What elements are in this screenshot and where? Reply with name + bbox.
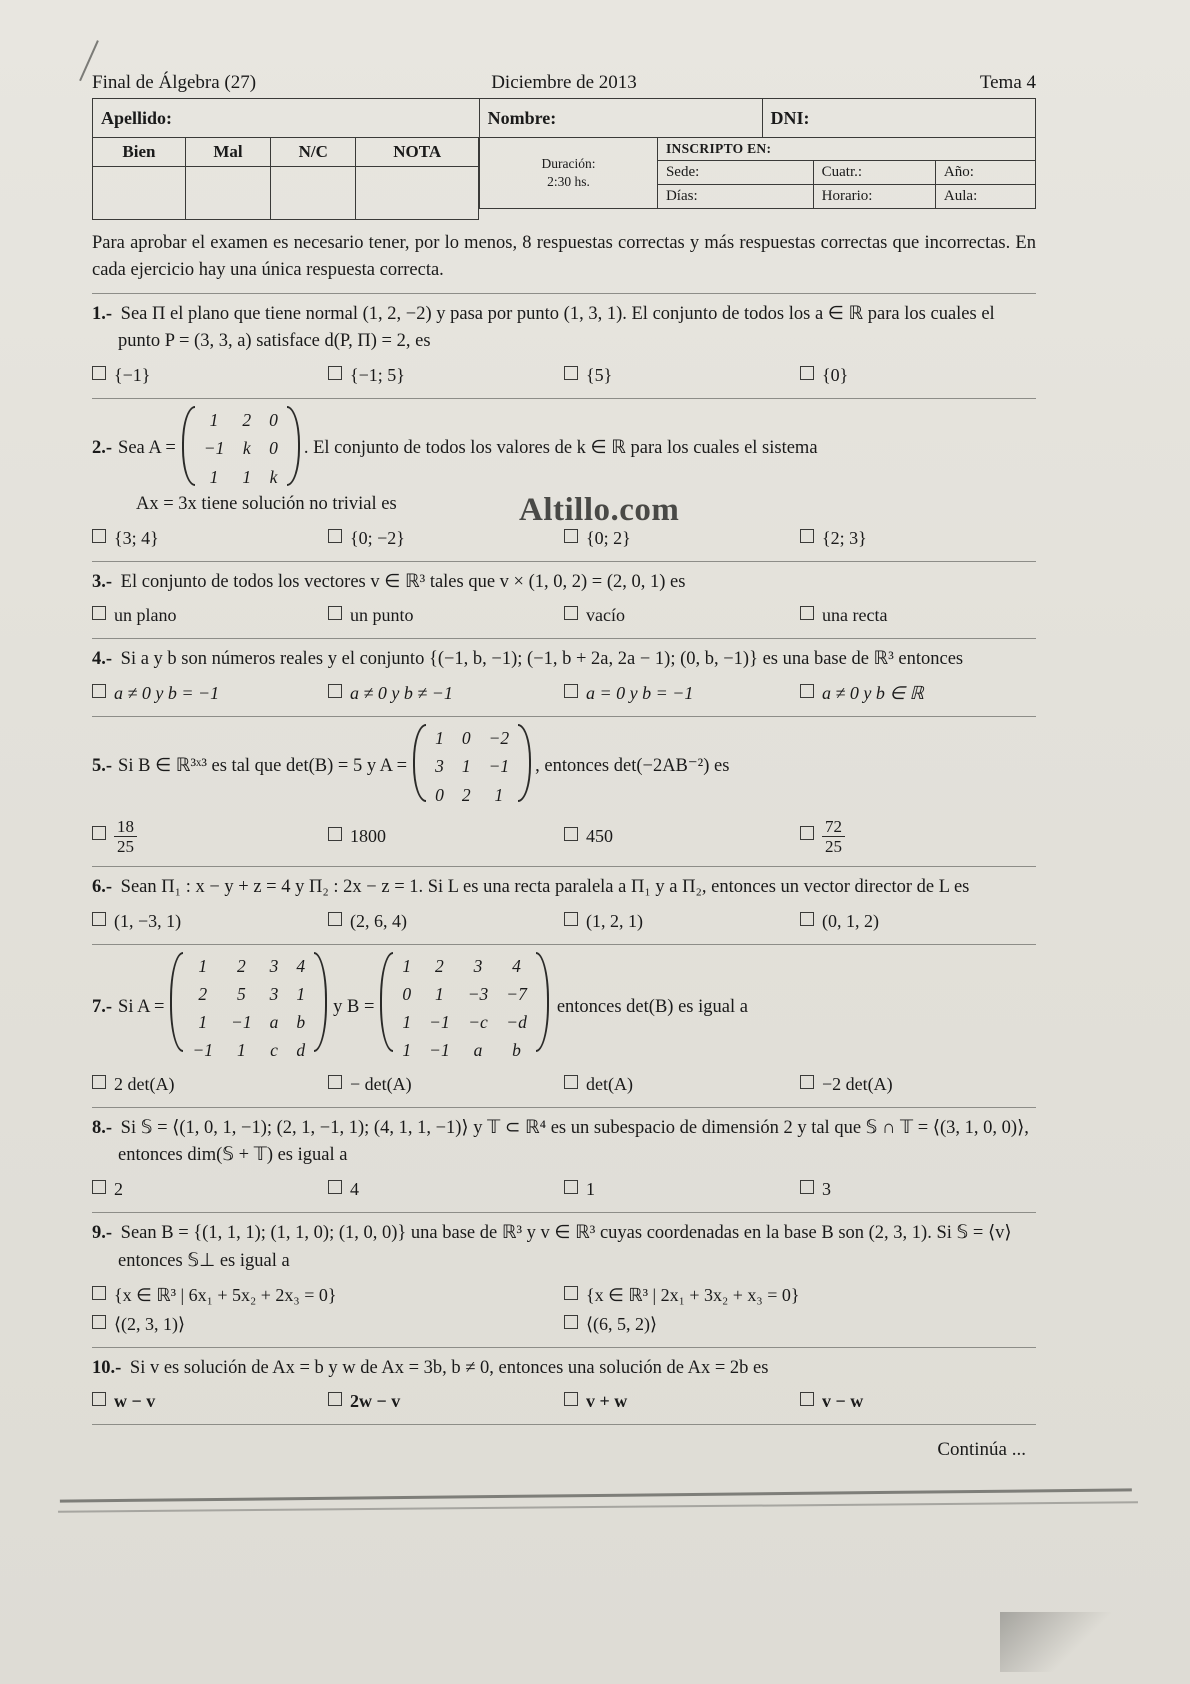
matrix-cell: 2 xyxy=(236,955,246,976)
matrix-cell: 1 xyxy=(209,410,219,431)
matrix-cell: 2 xyxy=(435,955,444,976)
checkbox-icon[interactable] xyxy=(328,827,342,841)
matrix-cell: 0 xyxy=(269,438,278,459)
question-6 xyxy=(92,874,1036,935)
fraction-denominator: 25 xyxy=(117,837,134,857)
question-text-mid: y B = xyxy=(333,997,375,1018)
option-8c[interactable] xyxy=(564,1176,800,1203)
checkbox-icon[interactable] xyxy=(328,912,342,926)
matrix-cell: c xyxy=(270,1040,278,1061)
option-10b[interactable] xyxy=(328,1388,564,1415)
options-row xyxy=(92,1071,1036,1098)
matrix-a xyxy=(170,952,327,1065)
matrix-cell: 1 xyxy=(242,466,252,487)
scan-corner-smudge xyxy=(1000,1612,1130,1672)
duration-value: 2:30 hs. xyxy=(547,174,590,189)
matrix-cell: 0 xyxy=(402,983,412,1004)
question-text-pre: Sea A = xyxy=(118,437,176,458)
inscription-title: INSCRIPTO EN: xyxy=(657,138,1035,161)
checkbox-icon[interactable] xyxy=(328,529,342,543)
question-4 xyxy=(92,646,1036,707)
question-2 xyxy=(92,406,1036,552)
checkbox-icon[interactable] xyxy=(800,684,814,698)
option-label: w − v xyxy=(114,1391,156,1412)
checkbox-icon[interactable] xyxy=(800,1075,814,1089)
question-number: 2.- xyxy=(92,437,113,458)
divider xyxy=(92,1107,1036,1108)
divider xyxy=(92,944,1036,945)
option-4c[interactable] xyxy=(564,680,800,707)
matrix-cell: 1 xyxy=(236,1040,246,1061)
options-row xyxy=(92,817,1036,857)
field-nombre[interactable]: Nombre: xyxy=(479,99,762,138)
option-label: v − w xyxy=(822,1391,864,1412)
inscription-block xyxy=(479,137,1036,220)
option-6d[interactable] xyxy=(800,908,1036,935)
matrix-cell: 3 xyxy=(269,955,279,976)
field-sede[interactable]: Sede: xyxy=(657,161,813,185)
checkbox-icon[interactable] xyxy=(800,1180,814,1194)
matrix-cell: 3 xyxy=(473,955,483,976)
checkbox-icon[interactable] xyxy=(92,1315,106,1329)
option-10c[interactable] xyxy=(564,1388,800,1415)
option-label: v + w xyxy=(586,1391,628,1412)
checkbox-icon[interactable] xyxy=(328,366,342,380)
grade-header-mal: Mal xyxy=(185,138,270,167)
options-row xyxy=(92,1282,1036,1309)
matrix-cell: 1 xyxy=(435,983,444,1004)
option-label: un plano xyxy=(114,605,177,626)
matrix-cell: 4 xyxy=(296,955,306,976)
option-6c[interactable] xyxy=(564,908,800,935)
question-number: 10.- xyxy=(92,1357,122,1378)
divider xyxy=(92,866,1036,867)
option-label: 4 xyxy=(350,1179,359,1200)
matrix-cell: b xyxy=(296,1012,306,1033)
question-number: 8.- xyxy=(92,1117,113,1138)
checkbox-icon[interactable] xyxy=(564,827,578,841)
checkbox-icon[interactable] xyxy=(564,1180,578,1194)
matrix-cell: 1 xyxy=(435,728,444,749)
option-label: vacío xyxy=(586,605,625,626)
matrix-cell: −1 xyxy=(192,1040,214,1061)
options-row xyxy=(92,362,1036,389)
option-label: 1 xyxy=(586,1179,595,1200)
option-label: (1, −3, 1) xyxy=(114,910,182,931)
grade-header-nc: N/C xyxy=(271,138,356,167)
option-7a[interactable] xyxy=(92,1071,328,1098)
option-6b[interactable] xyxy=(328,908,564,935)
duration-label: Duración: xyxy=(541,155,596,171)
site-watermark: Altillo.com xyxy=(519,492,680,528)
field-cuatrimestre[interactable]: Cuatr.: xyxy=(813,161,935,185)
matrix-cell: 0 xyxy=(269,410,278,431)
checkbox-icon[interactable] xyxy=(800,1392,814,1406)
divider xyxy=(92,638,1036,639)
footer-continua: Continúa ... xyxy=(937,1439,1026,1461)
divider xyxy=(92,716,1036,717)
options-row xyxy=(92,680,1036,707)
divider xyxy=(92,1212,1036,1213)
checkbox-icon[interactable] xyxy=(92,1286,106,1300)
matrix-cell: 0 xyxy=(435,784,444,805)
matrix-a xyxy=(182,406,300,491)
question-number: 9.- xyxy=(92,1223,113,1244)
course-title: Final de Álgebra (27) xyxy=(92,72,257,93)
divider xyxy=(92,293,1036,294)
checkbox-icon[interactable] xyxy=(92,1075,106,1089)
option-label: {x ∈ ℝ³ | 2x₁ + 3x₂ + x₃ = 0} xyxy=(586,1284,800,1305)
inscription-table xyxy=(479,137,1036,209)
question-3 xyxy=(92,569,1036,630)
matrix-cell: 1 xyxy=(494,784,504,805)
checkbox-icon[interactable] xyxy=(92,366,106,380)
checkbox-icon[interactable] xyxy=(564,606,578,620)
question-text: Sea Π el plano que tiene normal (1, 2, −2) y pasa por punto (1, 3, 1). El conjunto de todos los a ∈ ℝ para los cuales el punto P = (3, 3, a) satisface d(P, Π) = 2, es xyxy=(118,303,995,352)
question-number: 3.- xyxy=(92,571,113,592)
option-label: (0, 1, 2) xyxy=(822,910,879,931)
duration-cell xyxy=(480,138,658,209)
checkbox-icon[interactable] xyxy=(92,529,106,543)
options-row xyxy=(92,908,1036,935)
option-9a[interactable] xyxy=(92,1282,564,1309)
option-7c[interactable] xyxy=(564,1071,800,1098)
matrix-cell: 1 xyxy=(198,1012,208,1033)
option-2a[interactable] xyxy=(92,525,328,552)
options-row-2 xyxy=(92,1311,1036,1338)
checkbox-icon[interactable] xyxy=(800,912,814,926)
option-label: {−1; 5} xyxy=(350,365,405,386)
option-label: {−1} xyxy=(114,365,151,386)
option-7d[interactable] xyxy=(800,1071,1036,1098)
matrix-cell: 3 xyxy=(269,983,279,1004)
option-label: − det(A) xyxy=(350,1073,412,1094)
checkbox-icon[interactable] xyxy=(800,366,814,380)
matrix-cell: 1 xyxy=(296,983,306,1004)
checkbox-icon[interactable] xyxy=(92,912,106,926)
matrix-cell: 3 xyxy=(435,756,444,777)
option-label: {3; 4} xyxy=(114,527,159,548)
matrix-cell: k xyxy=(269,466,278,487)
matrix-cell: −1 xyxy=(231,1012,252,1033)
matrix-cell: 1 xyxy=(402,1012,412,1033)
grade-value-mal[interactable] xyxy=(185,167,270,220)
option-3c[interactable] xyxy=(564,602,800,629)
option-label: 1800 xyxy=(350,826,386,847)
divider xyxy=(92,561,1036,562)
option-label: 2 det(A) xyxy=(114,1073,175,1094)
question-text: Si 𝕊 = ⟨(1, 0, 1, −1); (2, 1, −1, 1); (4, 1, 1, −1)⟩ y 𝕋 ⊂ ℝ⁴ es un subespacio de dimensión 2 y tal que 𝕊 ∩ 𝕋 = ⟨(3, 1, 0, 0)⟩, entonces dim(𝕊 + 𝕋) es igual a xyxy=(118,1117,1029,1166)
question-9 xyxy=(92,1220,1036,1338)
question-number: 4.- xyxy=(92,649,113,670)
question-text: El conjunto de todos los vectores v ∈ ℝ³ tales que v × (1, 0, 2) = (2, 0, 1) es xyxy=(120,571,686,592)
grade-table xyxy=(92,137,479,220)
field-dias[interactable]: Días: xyxy=(657,185,813,209)
divider xyxy=(92,398,1036,399)
matrix-cell: −3 xyxy=(467,983,489,1004)
option-label: {2; 3} xyxy=(822,527,867,548)
question-5 xyxy=(92,724,1036,857)
option-label: ⟨(6, 5, 2)⟩ xyxy=(586,1313,658,1334)
option-3a[interactable] xyxy=(92,602,328,629)
checkbox-icon[interactable] xyxy=(800,606,814,620)
fraction-numerator: 72 xyxy=(822,817,845,838)
matrix-cell: 1 xyxy=(461,756,471,777)
grade-header-nota: NOTA xyxy=(356,138,479,167)
checkbox-icon[interactable] xyxy=(92,1180,106,1194)
option-8d[interactable] xyxy=(800,1176,1036,1203)
option-9b[interactable] xyxy=(564,1282,1036,1309)
matrix-cell: −7 xyxy=(506,983,527,1004)
option-4d[interactable] xyxy=(800,680,1036,707)
divider xyxy=(92,1347,1036,1348)
field-aula[interactable]: Aula: xyxy=(935,185,1035,209)
checkbox-icon[interactable] xyxy=(328,684,342,698)
question-number: 5.- xyxy=(92,755,113,776)
option-1b[interactable] xyxy=(328,362,564,389)
matrix-cell: −1 xyxy=(429,1040,450,1061)
checkbox-icon[interactable] xyxy=(92,826,106,840)
matrix-cell: 0 xyxy=(461,728,471,749)
checkbox-icon[interactable] xyxy=(328,1075,342,1089)
option-4b[interactable] xyxy=(328,680,564,707)
option-5d[interactable] xyxy=(800,817,1036,857)
fraction-denominator: 25 xyxy=(825,837,842,857)
option-9c[interactable] xyxy=(92,1311,564,1338)
checkbox-icon[interactable] xyxy=(800,826,814,840)
grade-block xyxy=(92,137,479,220)
option-label: (2, 6, 4) xyxy=(350,910,407,931)
question-number: 1.- xyxy=(92,303,113,324)
option-label: a ≠ 0 y b ∈ ℝ xyxy=(822,683,924,704)
checkbox-icon[interactable] xyxy=(564,1392,578,1406)
matrix-cell: −2 xyxy=(488,728,510,749)
option-label: ⟨(2, 3, 1)⟩ xyxy=(114,1313,186,1334)
field-anio[interactable]: Año: xyxy=(935,161,1035,185)
fraction-numerator: 18 xyxy=(114,817,137,838)
option-3b[interactable] xyxy=(328,602,564,629)
checkbox-icon[interactable] xyxy=(564,529,578,543)
question-10 xyxy=(92,1355,1036,1416)
matrix-cell: −1 xyxy=(429,1012,450,1033)
matrix-cell: 2 xyxy=(242,410,252,431)
question-7 xyxy=(92,952,1036,1098)
exam-header xyxy=(92,72,1036,98)
matrix-b xyxy=(380,952,548,1065)
option-1a[interactable] xyxy=(92,362,328,389)
question-text: Si v es solución de Ax = b y w de Ax = 3b, b ≠ 0, entonces una solución de Ax = 2b es xyxy=(129,1357,769,1378)
option-10a[interactable] xyxy=(92,1388,328,1415)
matrix-cell: k xyxy=(242,438,251,459)
checkbox-icon[interactable] xyxy=(328,1392,342,1406)
exam-topic: Tema 4 xyxy=(979,72,1037,93)
matrix-cell: 1 xyxy=(402,1040,412,1061)
matrix-cell: 2 xyxy=(198,983,208,1004)
checkbox-icon[interactable] xyxy=(328,606,342,620)
option-2d[interactable] xyxy=(800,525,1036,552)
option-label: un punto xyxy=(350,605,414,626)
matrix-cell: 1 xyxy=(402,955,412,976)
matrix-cell: −d xyxy=(506,1012,527,1033)
matrix-cell: 4 xyxy=(512,955,521,976)
option-label: 450 xyxy=(586,826,613,847)
option-8a[interactable] xyxy=(92,1176,328,1203)
matrix-cell: b xyxy=(512,1040,521,1061)
checkbox-icon[interactable] xyxy=(92,606,106,620)
question-text-pre: Si B ∈ ℝ³ˣ³ es tal que det(B) = 5 y A = xyxy=(118,755,408,776)
question-text: Si a y b son números reales y el conjunto {(−1, b, −1); (−1, b + 2a, 2a − 1); (0, b, −1)} es una base de ℝ³ entonces xyxy=(120,649,964,670)
divider xyxy=(92,1424,1036,1425)
question-8 xyxy=(92,1115,1036,1204)
instructions-text: Para aprobar el examen es necesario tener, por lo menos, 8 respuestas correctas y más respuestas correctas que incorrectas. En cada ejercicio hay una única respuesta correcta. xyxy=(92,233,1036,280)
matrix-cell: a xyxy=(473,1040,483,1061)
option-label: 2w − v xyxy=(350,1391,401,1412)
matrix-cell: −1 xyxy=(203,438,225,459)
option-label: 3 xyxy=(822,1179,831,1200)
option-1d[interactable] xyxy=(800,362,1036,389)
question-text-line2: Ax = 3x tiene solución no trivial es xyxy=(136,493,397,514)
option-label: {x ∈ ℝ³ | 6x₁ + 5x₂ + 2x₃ = 0} xyxy=(114,1284,337,1305)
checkbox-icon[interactable] xyxy=(92,684,106,698)
question-text-post: . El conjunto de todos los valores de k ∈ ℝ para los cuales el sistema xyxy=(303,437,818,458)
option-label: (1, 2, 1) xyxy=(586,910,643,931)
matrix-cell: a xyxy=(269,1012,279,1033)
question-text-post: , entonces det(−2AB⁻²) es xyxy=(535,755,730,776)
grade-and-inscription xyxy=(92,137,1036,220)
option-label: det(A) xyxy=(586,1073,633,1094)
checkbox-icon[interactable] xyxy=(328,1180,342,1194)
question-number: 7.- xyxy=(92,997,113,1018)
grade-value-nota[interactable] xyxy=(356,167,479,220)
option-label: a ≠ 0 y b = −1 xyxy=(114,683,220,704)
question-1 xyxy=(92,301,1036,390)
grade-header-bien: Bien xyxy=(93,138,186,167)
exam-content xyxy=(92,72,1036,1461)
checkbox-icon[interactable] xyxy=(564,912,578,926)
grade-value-nc[interactable] xyxy=(271,167,356,220)
checkbox-icon[interactable] xyxy=(564,366,578,380)
option-label: −2 det(A) xyxy=(822,1073,893,1094)
option-6a[interactable] xyxy=(92,908,328,935)
matrix-cell: 5 xyxy=(236,983,246,1004)
matrix-cell: d xyxy=(296,1040,306,1061)
checkbox-icon[interactable] xyxy=(564,1075,578,1089)
field-horario[interactable]: Horario: xyxy=(813,185,935,209)
option-9d[interactable] xyxy=(564,1311,1036,1338)
options-row xyxy=(92,602,1036,629)
checkbox-icon[interactable] xyxy=(564,1315,578,1329)
checkbox-icon[interactable] xyxy=(800,529,814,543)
option-1c[interactable] xyxy=(564,362,800,389)
option-label: {0} xyxy=(822,365,849,386)
matrix-cell: −c xyxy=(468,1012,488,1033)
checkbox-icon[interactable] xyxy=(92,1392,106,1406)
option-label: una recta xyxy=(822,605,888,626)
matrix-cell: −1 xyxy=(488,756,510,777)
option-label: a = 0 y b = −1 xyxy=(586,683,694,704)
matrix-cell: 1 xyxy=(209,466,219,487)
option-5b[interactable] xyxy=(328,823,564,850)
student-id-table xyxy=(92,98,1036,138)
option-8b[interactable] xyxy=(328,1176,564,1203)
field-apellido[interactable]: Apellido: xyxy=(93,99,480,138)
option-label: 2 xyxy=(114,1179,123,1200)
grade-value-bien[interactable] xyxy=(93,167,186,220)
matrix-cell: 2 xyxy=(461,784,471,805)
option-label: {5} xyxy=(586,365,613,386)
exam-date: Diciembre de 2013 xyxy=(491,72,637,93)
question-text: Sean Π₁ : x − y + z = 4 y Π₂ : 2x − z = 1. Si L es una recta paralela a Π₁ y a Π₂, entonces un vector director de L es xyxy=(120,876,970,897)
matrix-a xyxy=(413,724,531,809)
question-text-post: entonces det(B) es igual a xyxy=(556,997,748,1018)
options-row xyxy=(92,1176,1036,1203)
option-10d[interactable] xyxy=(800,1388,1036,1415)
question-text-pre: Si A = xyxy=(118,997,165,1018)
field-dni[interactable]: DNI: xyxy=(762,99,1035,138)
checkbox-icon[interactable] xyxy=(564,1286,578,1300)
option-3d[interactable] xyxy=(800,602,1036,629)
option-5c[interactable] xyxy=(564,823,800,850)
option-7b[interactable] xyxy=(328,1071,564,1098)
option-4a[interactable] xyxy=(92,680,328,707)
matrix-cell: 1 xyxy=(198,955,208,976)
option-5a[interactable] xyxy=(92,817,328,857)
question-text: Sean B = {(1, 1, 1); (1, 1, 0); (1, 0, 0)} una base de ℝ³ y v ∈ ℝ³ cuyas coordenadas en la base B son (2, 3, 1). Si 𝕊 = ⟨v⟩ entonces 𝕊⊥ es igual a xyxy=(118,1223,1012,1271)
option-label: {0; −2} xyxy=(350,527,405,548)
options-row xyxy=(92,1388,1036,1415)
option-label: a ≠ 0 y b ≠ −1 xyxy=(350,683,453,704)
option-label: {0; 2} xyxy=(586,527,631,548)
question-number: 6.- xyxy=(92,876,113,897)
checkbox-icon[interactable] xyxy=(564,684,578,698)
